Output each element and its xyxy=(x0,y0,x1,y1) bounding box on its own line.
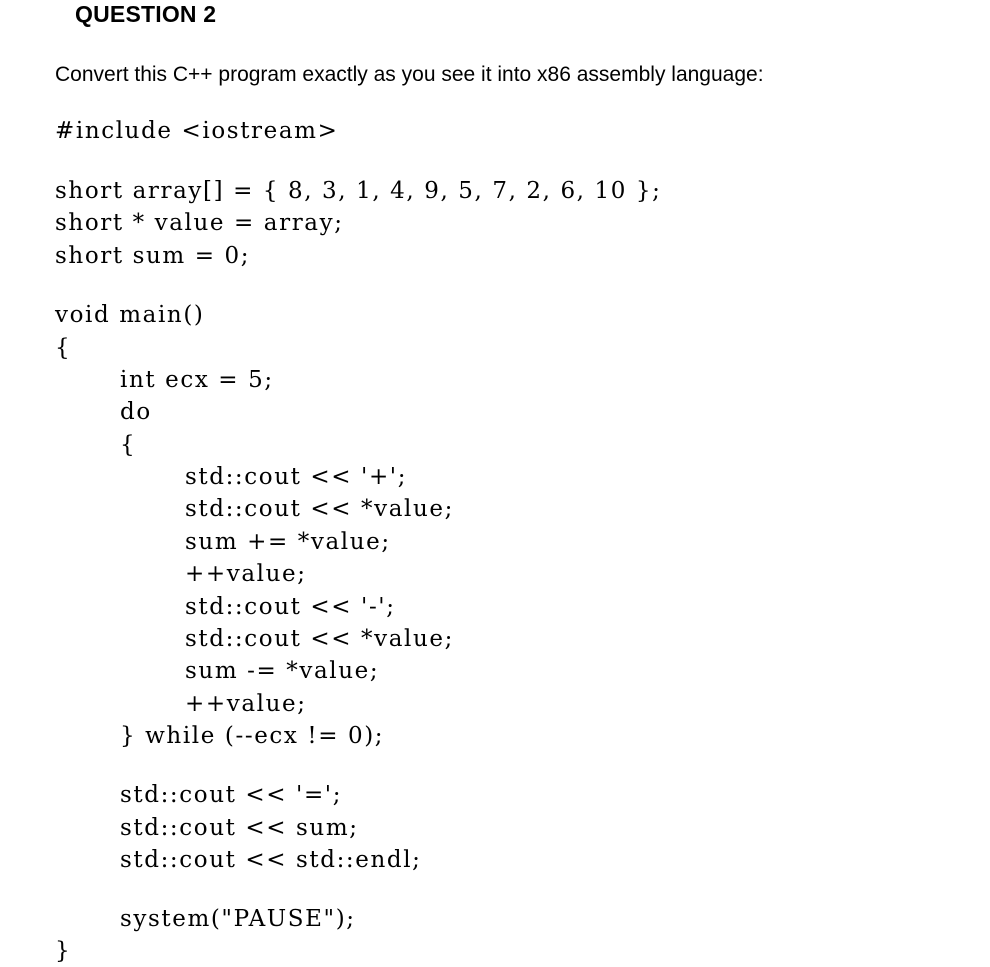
code-line-cout-endl: std::cout << std::endl; xyxy=(120,847,422,873)
code-line-ecx-decl: int ecx = 5; xyxy=(120,367,274,393)
code-line-while: } while (--ecx != 0); xyxy=(120,723,385,749)
code-line-do-open-brace: { xyxy=(120,432,137,458)
code-line-sum-sub: sum -= *value; xyxy=(185,658,380,684)
code-line-sum-decl: short sum = 0; xyxy=(55,243,251,269)
code-line-inc-value-1: ++value; xyxy=(185,561,307,587)
code-line-main-open-brace: { xyxy=(55,335,72,361)
code-line-do: do xyxy=(120,399,152,425)
code-line-cout-equals: std::cout << '='; xyxy=(120,782,343,808)
code-line-system-pause: system("PAUSE"); xyxy=(120,906,356,932)
question-instruction: Convert this C++ program exactly as you see it into x86 assembly language: xyxy=(55,63,764,86)
question-heading: QUESTION 2 xyxy=(75,1,217,27)
code-line-cout-sum: std::cout << sum; xyxy=(120,815,359,841)
code-line-include: #include <iostream> xyxy=(55,118,339,144)
code-line-inc-value-2: ++value; xyxy=(185,691,307,717)
code-line-cout-value-1: std::cout << *value; xyxy=(185,496,454,522)
code-line-sum-add: sum += *value; xyxy=(185,529,391,555)
code-line-array-decl: short array[] = { 8, 3, 1, 4, 9, 5, 7, 2, 6, 10 }; xyxy=(55,178,662,204)
code-line-main-signature: void main() xyxy=(55,302,205,328)
code-line-cout-minus: std::cout << '-'; xyxy=(185,594,396,620)
code-line-value-decl: short * value = array; xyxy=(55,210,344,236)
code-line-cout-plus: std::cout << '+'; xyxy=(185,464,408,490)
code-line-main-close-brace: } xyxy=(55,938,72,964)
code-line-cout-value-2: std::cout << *value; xyxy=(185,626,454,652)
